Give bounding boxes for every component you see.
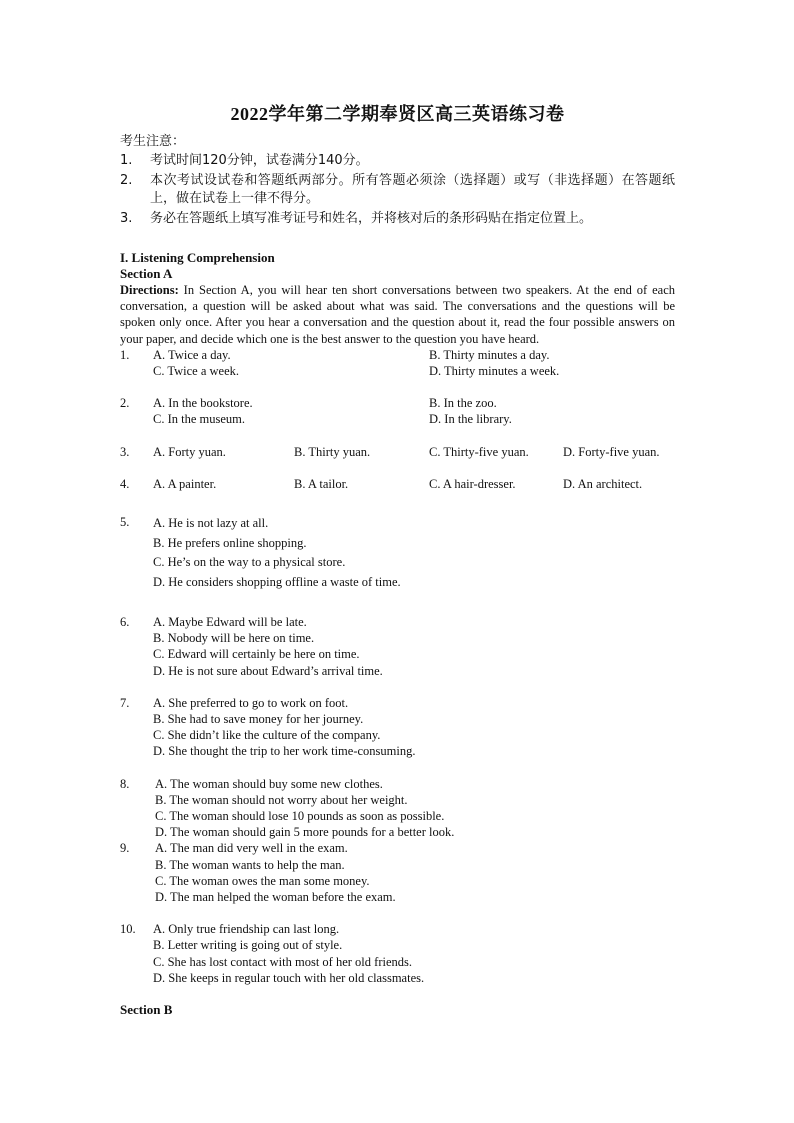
option: C. The woman owes the man some money. [155,873,370,888]
question-number: 6. [120,615,130,630]
notice-item [120,172,675,208]
option: D. The man helped the woman before the exam. [155,890,396,905]
option: A. Forty yuan. [153,444,226,459]
question [120,614,675,679]
question-options [153,921,675,986]
question [120,840,675,905]
question [120,921,675,986]
question-options [153,347,675,379]
exam-title: 2022学年第二学期奉贤区高三英语练习卷 [230,104,565,124]
option: D. She thought the trip to her work time-consuming. [153,744,416,759]
question-number: 10. [120,922,136,937]
question [120,476,675,492]
option: A. She preferred to go to work on foot. [153,695,349,710]
question-options [153,395,675,427]
notice-list [120,152,675,228]
question-number: 3. [120,444,130,459]
option: A. In the bookstore. [153,396,253,411]
option: A. The woman should buy some new clothes. [155,776,383,791]
question-number: 5. [120,515,130,530]
question [120,347,675,379]
option: B. Letter writing is going out of style. [153,938,343,953]
question-number: 9. [120,841,130,856]
option: C. A hair-dresser. [429,476,516,491]
option: B. Thirty minutes a day. [429,347,550,362]
question-number: 8. [120,776,130,791]
question [120,776,675,841]
question-options [153,840,675,905]
notice-item-text: 考试时间120分钟，试卷满分140分。 [150,153,369,168]
notice-item-text: 本次考试设试卷和答题纸两部分。所有答题必须涂（选择题）或写（非选择题）在答题纸上，做在试卷上一律不得分。 [150,173,675,206]
option: D. She keeps in regular touch with her old classmates. [153,970,425,985]
question-number: 2. [120,396,130,411]
question [120,514,675,592]
question-options [153,695,675,760]
notice-item [120,152,675,170]
question-options [153,476,675,492]
option: D. Thirty minutes a week. [429,364,560,379]
option: B. He prefers online shopping. [153,535,307,550]
option: A. Maybe Edward will be late. [153,615,307,630]
option: D. He considers shopping offline a waste of time. [153,574,401,589]
option: C. Twice a week. [153,364,240,379]
option: B. Nobody will be here on time. [153,631,315,646]
option: D. Forty-five yuan. [563,444,660,459]
part-title: I. Listening Comprehension [120,250,275,265]
directions-label: Directions: [120,283,179,297]
question-number: 1. [120,347,130,362]
exam-page [120,100,675,1018]
option: B. The woman wants to help the man. [155,857,345,872]
option: C. Thirty-five yuan. [429,444,529,459]
section-a-title: Section A [120,266,173,281]
option: A. Twice a day. [153,347,231,362]
option: C. The woman should lose 10 pounds as soon as possible. [155,809,445,824]
option: D. He is not sure about Edward’s arrival time. [153,663,383,678]
question-number: 4. [120,476,130,491]
option: B. A tailor. [294,476,349,491]
question [120,444,675,460]
option: C. In the museum. [153,412,246,427]
question-options [153,776,675,841]
question-options [153,444,675,460]
question-options [153,614,675,679]
directions [120,282,675,347]
question-number: 7. [120,695,130,710]
directions-text: In Section A, you will hear ten short conversations between two speakers. At the end of each conversation, a question will be asked about what was said. The conversations and the questions will be spoken only once. After you hear a conversation and the question about it, read the four possible answers on your paper, and decide which one is the best answer to the question you have heard. [120,283,675,346]
option: D. An architect. [563,476,643,491]
option: A. He is not lazy at all. [153,516,269,531]
option: A. The man did very well in the exam. [155,841,348,856]
option: C. She didn’t like the culture of the company. [153,728,381,743]
question-options [153,514,675,592]
option: B. She had to save money for her journey. [153,712,364,727]
option: D. The woman should gain 5 more pounds for a better look. [155,825,455,840]
option: A. A painter. [153,476,217,491]
option: A. Only true friendship can last long. [153,922,340,937]
question [120,695,675,760]
notice-heading: 考生注意： [120,134,186,149]
option: B. Thirty yuan. [294,444,371,459]
notice-item-text: 务必在答题纸上填写准考证号和姓名，并将核对后的条形码贴在指定位置上。 [150,211,593,226]
notice-item-number: 1. [120,153,133,168]
section-b-title: Section B [120,1002,173,1018]
notice-item-number: 3. [120,211,133,226]
notice-item-number: 2. [120,173,133,188]
option: B. In the zoo. [429,396,497,411]
option: C. She has lost contact with most of her old friends. [153,954,412,969]
notice-item [120,210,675,228]
option: D. In the library. [429,412,512,427]
question [120,395,675,427]
option: C. Edward will certainly be here on time. [153,647,360,662]
option: C. He’s on the way to a physical store. [153,555,346,570]
option: B. The woman should not worry about her weight. [155,792,408,807]
